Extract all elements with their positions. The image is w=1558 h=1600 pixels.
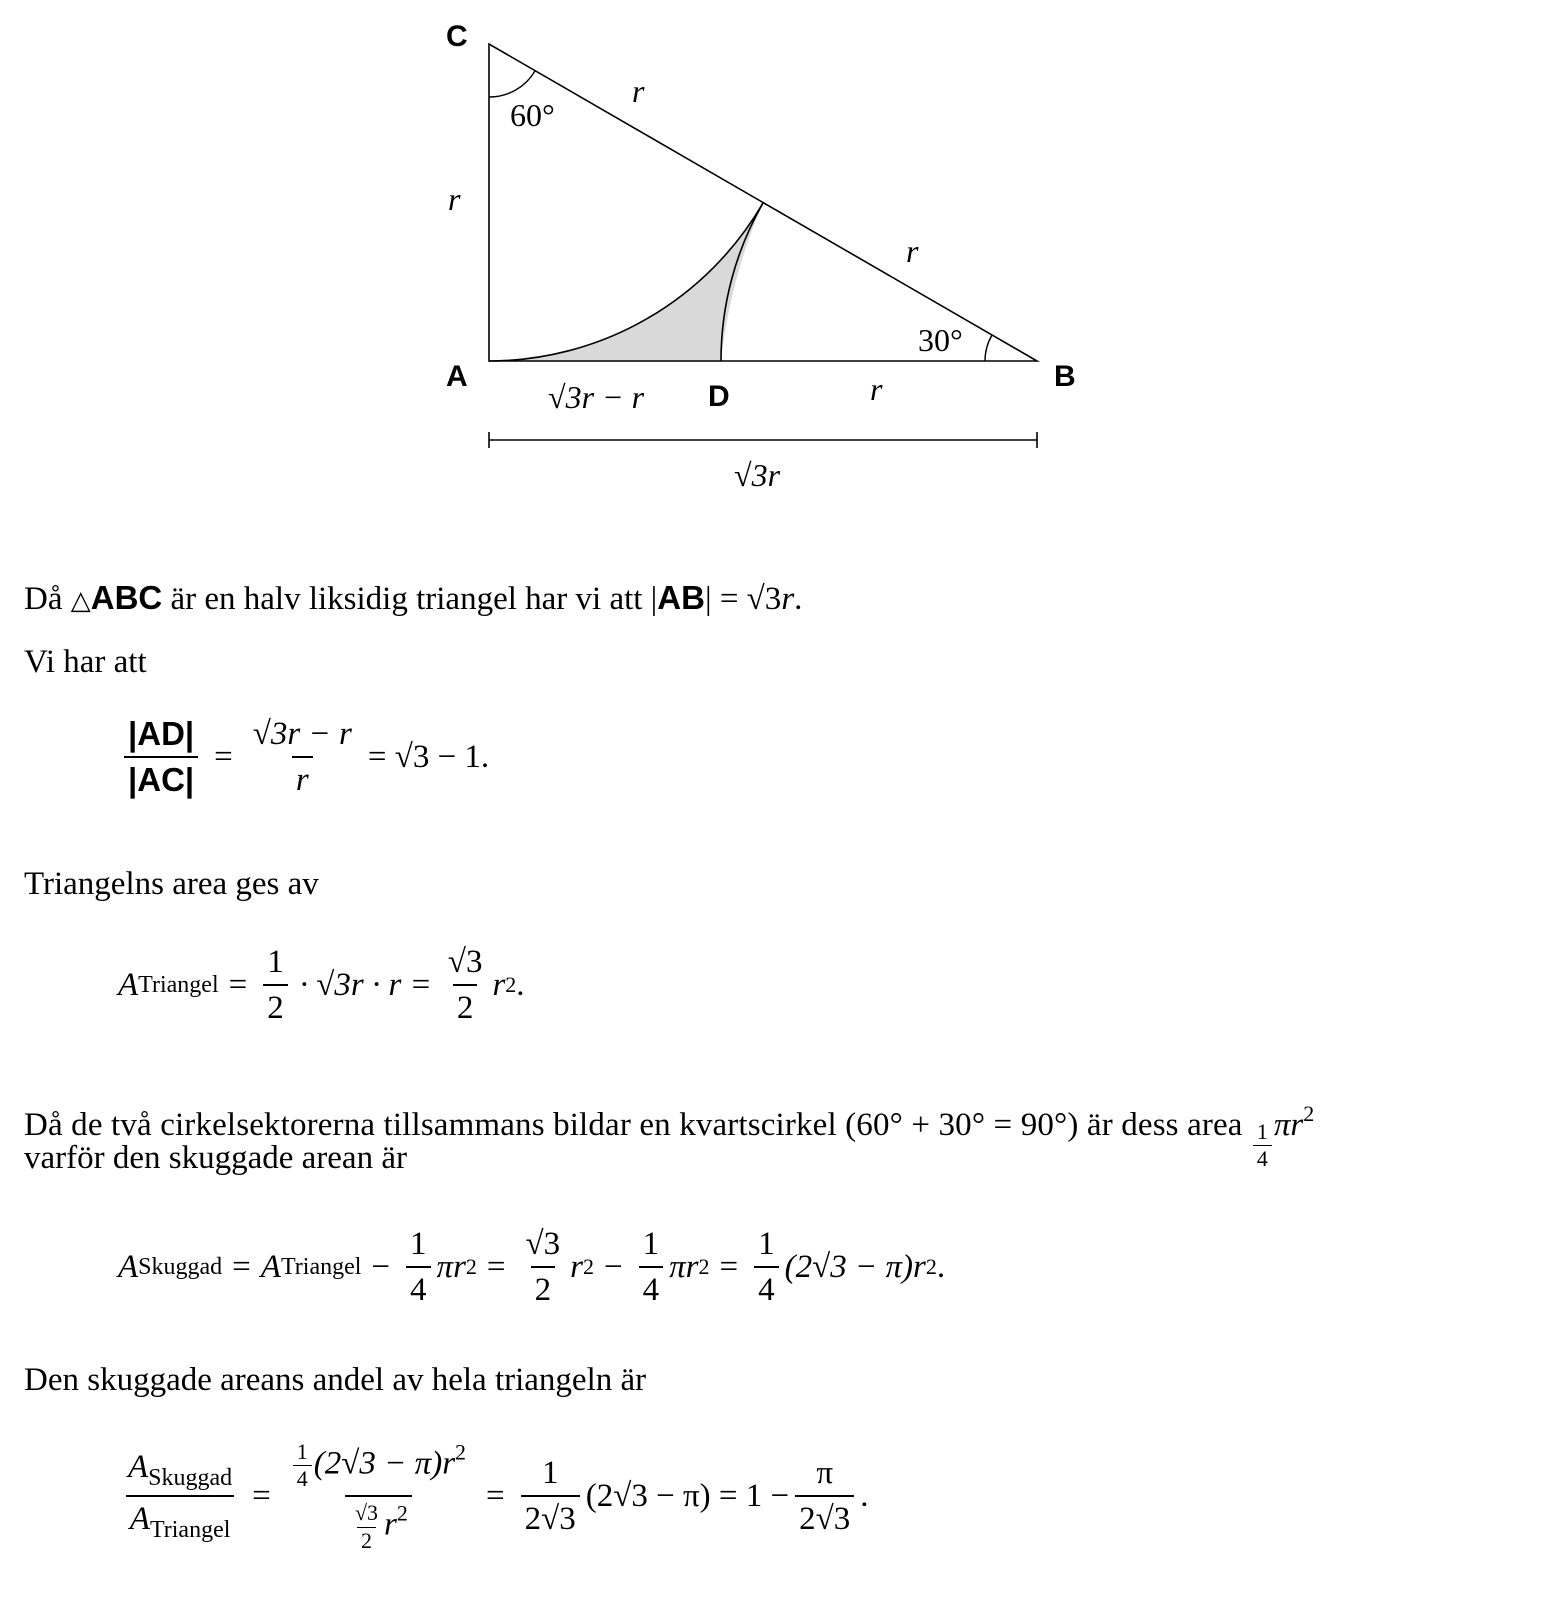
fraction-mid [249,716,356,799]
eq1-mid-num: √3r − r [252,716,352,752]
eq3-f-den: 4 [406,1266,431,1308]
eq1-equals: = [214,738,233,775]
eq3-minus2: − [604,1248,623,1285]
eq4-sub-num: Skuggad [148,1464,233,1491]
angle-label-c: 60° [510,97,555,133]
eq4-mdh-den: 2 [357,1527,376,1553]
eq4-f-num: 1 [541,1455,559,1492]
eq2-frac-sqrt3-half [444,944,487,1027]
p1-text-b: är en halv liksidig triangel har vi att | [162,581,658,617]
eq2-f2-num: √3 [447,944,483,980]
eq2-sub: Triangel [138,971,219,998]
p1-r: r [781,581,795,617]
vertex-d: D [708,380,730,413]
eq3-exp4: 2 [925,1254,937,1280]
eq3-frac-quarter2 [639,1226,664,1309]
eq4-mid-num-quarter [293,1440,312,1491]
eq2-tail-dot: . [516,966,525,1003]
p4-frac-quarter [1253,1120,1272,1171]
eq4-lhs-den [126,1495,235,1543]
paragraph-half-equilateral [24,578,802,621]
label-mid-b: r [906,233,919,269]
equation-shaded-area [118,1226,945,1309]
eq1-mid-den: r [292,756,313,798]
equation-triangle-area [118,944,525,1027]
eq3-f-num3: 1 [758,1226,775,1262]
eq1-lhs-num: |AD| [128,715,195,752]
label-db: r [870,371,883,407]
eq3-sub1: Skuggad [138,1253,223,1280]
eq3-equals2: = [486,1248,506,1285]
eq3-equals3: = [719,1248,739,1285]
eq3-g-num: √3 [525,1226,561,1262]
p1-text-a: Då [24,581,71,617]
p4-exp: 2 [1303,1101,1315,1126]
eq4-equals2: = [486,1477,505,1514]
eq1-rhs: = √3 − 1. [367,738,490,775]
eq3-f-den3: 4 [754,1266,779,1308]
vertex-c: C [446,20,468,53]
eq3-pir2: πr [669,1248,699,1285]
eq2-f1-den: 2 [263,984,288,1026]
paragraph-shaded-ratio: Den skuggade areans andel av hela triangeln är [24,1362,647,1398]
eq3-equals1: = [232,1248,251,1285]
eq2-f1-num: 1 [267,944,284,980]
eq3-a1: A [118,1248,139,1285]
equation-ad-ac-ratio [118,716,499,799]
eq3-sub2: Triangel [280,1253,362,1280]
eq3-frac-quarter3 [754,1226,779,1309]
eq4-mid-den [345,1495,412,1552]
paragraph-triangle-area: Triangelns area ges av [24,866,319,902]
eq3-f-den2: 4 [639,1266,664,1308]
eq4-a-den: A [129,1501,150,1538]
label-ca: r [448,181,461,217]
eq2-frac-half [263,944,288,1027]
triangle-figure [0,0,1558,520]
eq4-f-den: 2√3 [521,1495,580,1537]
eq2-f2-den: 2 [453,984,478,1026]
label-ab-dimension: √3r [734,457,781,493]
p4-pi-r: πr [1273,1107,1304,1143]
eq4-equals1: = [252,1477,271,1514]
p4-frac-num: 1 [1256,1119,1268,1144]
eq4-mnq-num: 1 [296,1439,308,1464]
fraction-ad-ac [124,716,198,799]
angle-arc-b [985,335,992,361]
eq2-a: A [118,966,139,1003]
p1-dot: . [794,581,803,617]
label-ad: √3r − r [548,379,645,415]
eq4-mnq-den: 4 [293,1465,312,1491]
eq4-g-num: π [816,1455,834,1492]
eq4-mid-den-sqrt3-half [351,1501,382,1552]
eq3-dot: . [936,1248,946,1285]
eq4-dot: . [860,1477,869,1514]
p4-frac-den: 4 [1253,1145,1272,1171]
eq3-paren: (2√3 − π)r [784,1248,926,1285]
vertex-b: B [1054,360,1076,393]
label-c-mid: r [632,73,645,109]
paragraph-vi-har-att: Vi har att [24,644,147,680]
eq3-f-num2: 1 [642,1226,660,1262]
eq3-exp2: 2 [583,1254,595,1280]
eq4-mdh-num: √3 [354,1500,379,1526]
eq4-sub-den: Triangel [149,1517,231,1544]
eq3-a2: A [260,1248,281,1285]
eq4-lhs-frac [124,1449,236,1544]
eq4-frac-one-over [521,1455,580,1538]
eq3-frac-quarter1 [406,1226,431,1309]
eq2-middle: · √3r · r = [299,966,432,1003]
paragraph-shaded-area-intro: varför den skuggade arean är [24,1140,407,1176]
p1-abc: ABC [90,579,163,616]
eq1-lhs-den: |AC| [124,756,198,798]
eq3-frac-sqrt3-half [522,1226,565,1309]
eq4-mid-num-rest: (2√3 − π)r [313,1445,456,1482]
eq4-mid-num-exp: 2 [455,1439,467,1465]
eq4-mid-den-exp: 2 [396,1500,408,1526]
angle-label-b: 30° [918,322,963,358]
eq2-tail-exp: 2 [505,972,517,998]
p4-line1: Då de två cirkelsektorerna tillsammans bildar en kvartscirkel (60° + 30° = 90°) är dess area [24,1107,1243,1143]
eq4-g-den: 2√3 [795,1495,854,1537]
eq3-r: r [570,1248,584,1285]
eq2-tail-r: r [492,966,506,1003]
vertex-a: A [446,360,468,393]
eq3-exp1: 2 [465,1254,477,1280]
triangle-symbol: △ [70,586,91,615]
equation-shaded-ratio [118,1440,869,1553]
eq3-g-den: 2 [531,1266,556,1308]
eq3-pir1: πr [436,1248,466,1285]
eq4-mid-num [287,1440,470,1495]
eq2-equals: = [228,966,248,1003]
eq3-exp3: 2 [698,1254,710,1280]
eq4-paren: (2√3 − π) = 1 − [585,1477,790,1514]
eq4-frac-pi-over [795,1455,854,1538]
eq4-lhs-num [124,1449,236,1495]
eq4-mid-frac [287,1440,470,1553]
angle-arc-c [489,71,535,97]
triangle-abc [489,44,1037,361]
eq3-f-num: 1 [410,1226,427,1262]
p1-text-c: | = √3 [704,581,782,617]
eq4-mid-den-rest: r [384,1506,397,1543]
eq3-minus1: − [371,1248,391,1285]
eq4-a-num: A [128,1448,149,1485]
p1-ab: AB [657,579,705,616]
